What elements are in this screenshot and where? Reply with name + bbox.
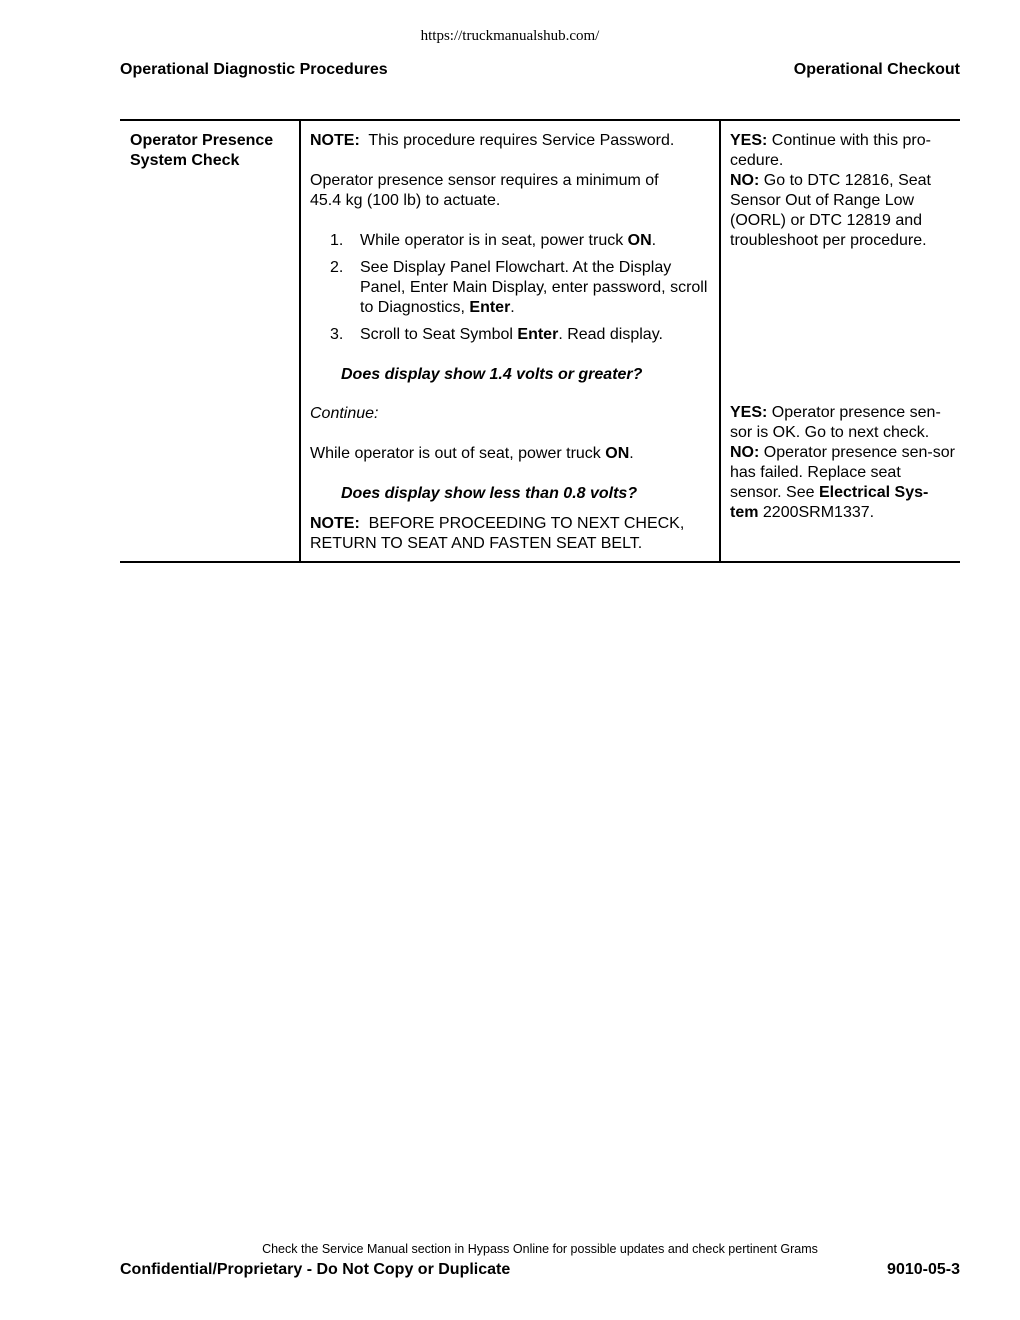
- footer-confidential: Confidential/Proprietary - Do Not Copy or Duplicate: [120, 1261, 511, 1278]
- header-section-title: Operational Diagnostic Procedures: [120, 61, 388, 78]
- checkout-table: [120, 119, 960, 563]
- question-2: Does display show less than 0.8 volts?: [341, 485, 638, 502]
- procedure-step: 2. See Display Panel Flowchart. At the Display Panel, Enter Main Display, enter password, scroll to Diagnostics, Enter.: [330, 259, 708, 316]
- footer-note: Check the Service Manual section in Hypass Online for possible updates and check pertinent Grams: [262, 1242, 818, 1256]
- out-of-seat-step: While operator is out of seat, power truck ON.: [310, 445, 634, 462]
- question-1: Does display show 1.4 volts or greater?: [341, 366, 643, 383]
- header-chapter-title: Operational Checkout: [793, 61, 960, 78]
- column-divider: [719, 121, 721, 561]
- source-url: https://truckmanualshub.com/: [420, 28, 600, 44]
- column-divider: [299, 121, 301, 561]
- procedure-step: 3. Scroll to Seat Symbol Enter. Read display.: [330, 326, 663, 343]
- result-2: YES: Operator presence sen-sor is OK. Go to next check. NO: Operator presence sen-sor has failed. Replace seat sensor. See Electrical Sys-tem 2200SRM1337.: [730, 404, 955, 521]
- page-number: 9010-05-3: [887, 1261, 960, 1278]
- procedure-column: [310, 131, 710, 554]
- note-seat-belt: NOTE: BEFORE PROCEEDING TO NEXT CHECK, RETURN TO SEAT AND FASTEN SEAT BELT.: [310, 515, 685, 552]
- note-service-password: NOTE: This procedure requires Service Password.: [310, 132, 675, 149]
- continue-label: Continue:: [310, 405, 379, 422]
- procedure-steps: [310, 231, 710, 345]
- procedure-step: 1. While operator is in seat, power truck ON.: [330, 232, 657, 249]
- check-title: Operator Presence System Check: [130, 132, 274, 169]
- sensor-requirement: Operator presence sensor requires a minimum of 45.4 kg (100 lb) to actuate.: [310, 172, 659, 209]
- result-1: YES: Continue with this pro-cedure. NO: Go to DTC 12816, Seat Sensor Out of Range Low (OORL) or DTC 12819 and troubleshoot per procedure.: [730, 132, 931, 249]
